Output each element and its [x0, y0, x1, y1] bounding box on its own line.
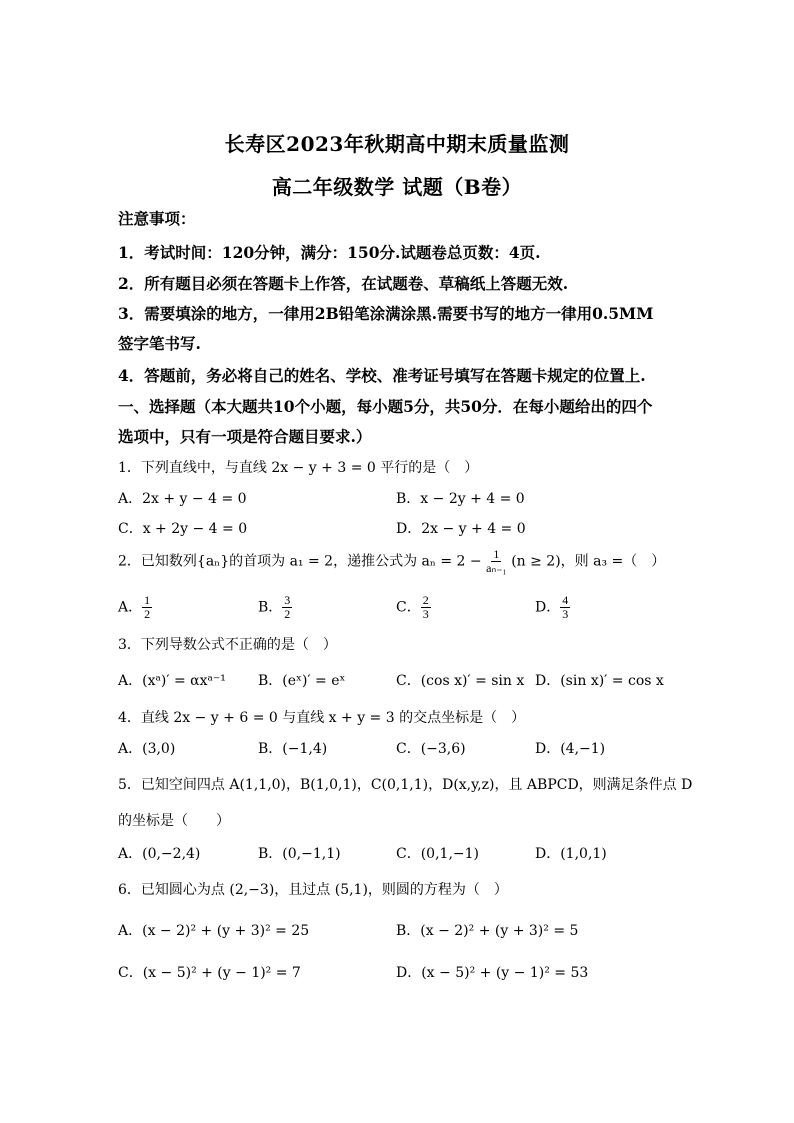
q2-option-a-frac — [142, 594, 152, 621]
question-2-stem — [118, 548, 665, 575]
q4-option-a: A．(3,0) — [118, 741, 176, 757]
question-5-stem: 5．已知空间四点 A(1,1,0)，B(1,0,1)，C(0,1,1)，D(x,y,z)，且 ABPCD，则满足条件点 D — [118, 777, 693, 793]
q2-frac-num: 1 — [493, 547, 500, 561]
q6-option-d: D．(x − 5)² + (y − 1)² = 53 — [396, 965, 589, 981]
q2-option-a-label: A． — [118, 599, 143, 616]
question-4-stem: 4．直线 2x − y + 6 = 0 与直线 x + y = 3 的交点坐标是（ ） — [118, 710, 526, 726]
q2-stem-part2: (n ≥ 2)，则 a₃ =（ ） — [511, 553, 666, 570]
q1-option-d: D．2x − y + 4 = 0 — [396, 521, 526, 537]
q2-option-d-label: D． — [535, 599, 561, 616]
q2-fraction — [486, 548, 507, 575]
page-subtitle: 高二年级数学 试题（B卷） — [271, 175, 523, 199]
question-5-stem-cont: 的坐标是（ ） — [118, 813, 230, 829]
q6-option-a: A．(x − 2)² + (y + 3)² = 25 — [118, 923, 310, 939]
frac-den: 3 — [422, 607, 429, 621]
q5-option-d: D．(1,0,1) — [535, 846, 607, 862]
section-heading: 一、选择题（本大题共10个小题，每小题5分，共50分．在每小题给出的四个 — [118, 397, 653, 416]
notes-heading: 注意事项： — [118, 209, 196, 228]
q3-option-c: C．(cos x)′ = sin x — [396, 673, 525, 689]
q6-option-b: B．(x − 2)² + (y + 3)² = 5 — [396, 923, 579, 939]
page-title: 长寿区2023年秋期高中期末质量监测 — [224, 132, 570, 156]
q2-option-c — [396, 594, 431, 621]
q1-option-c: C．x + 2y − 4 = 0 — [118, 521, 248, 537]
q4-option-c: C．(−3,6) — [396, 741, 466, 757]
q2-stem-part1: 2．已知数列{aₙ}的首项为 a₁ = 2，递推公式为 aₙ = 2 − — [118, 553, 482, 570]
q5-option-a: A．(0,−2,4) — [118, 846, 201, 862]
q2-frac-den: aₙ₋₁ — [486, 561, 507, 575]
q2-option-a — [118, 594, 152, 621]
frac-den: 2 — [144, 607, 151, 621]
q6-option-c: C．(x − 5)² + (y − 1)² = 7 — [118, 965, 301, 981]
section-heading: 选项中，只有一项是符合题目要求.） — [118, 427, 372, 446]
note-line: 2．所有题目必须在答题卡上作答，在试题卷、草稿纸上答题无效. — [118, 274, 569, 293]
note-line: 4．答题前，务必将自己的姓名、学校、准考证号填写在答题卡规定的位置上. — [118, 366, 646, 385]
q4-option-d: D．(4,−1) — [535, 741, 606, 757]
q3-option-a: A．(xᵃ)′ = αxᵃ⁻¹ — [118, 673, 226, 689]
q3-option-b: B．(eˣ)′ = eˣ — [258, 673, 346, 689]
frac-num: 4 — [562, 593, 569, 607]
q5-option-c: C．(0,1,−1) — [396, 846, 479, 862]
q2-option-b-label: B． — [258, 599, 283, 616]
frac-den: 2 — [284, 607, 291, 621]
q5-option-b: B．(0,−1,1) — [258, 846, 341, 862]
note-line: 1．考试时间：120分钟，满分：150分.试题卷总页数：4页. — [118, 243, 541, 262]
q4-option-b: B．(−1,4) — [258, 741, 328, 757]
q2-option-c-frac — [421, 594, 431, 621]
q1-option-b: B．x − 2y + 4 = 0 — [396, 491, 525, 507]
frac-den: 3 — [562, 607, 569, 621]
note-line: 签字笔书写. — [118, 334, 201, 353]
question-3-stem: 3．下列导数公式不正确的是（ ） — [118, 637, 337, 653]
question-1-stem: 1．下列直线中，与直线 2x − y + 3 = 0 平行的是（ ） — [118, 460, 479, 476]
q3-option-d: D．(sin x)′ = cos x — [535, 673, 664, 689]
q2-option-b-frac — [282, 594, 292, 621]
q2-option-d — [535, 594, 570, 621]
frac-num: 1 — [144, 593, 151, 607]
frac-num: 3 — [284, 593, 291, 607]
note-line: 3．需要填涂的地方，一律用2B铅笔涂满涂黑.需要书写的地方一律用0.5MM — [118, 304, 654, 323]
q2-option-d-frac — [560, 594, 570, 621]
q2-option-c-label: C． — [396, 599, 421, 616]
q2-option-b — [258, 594, 292, 621]
question-6-stem: 6．已知圆心为点 (2,−3)，且过点 (5,1)，则圆的方程为（ ） — [118, 882, 508, 898]
frac-num: 2 — [422, 593, 429, 607]
q1-option-a: A．2x + y − 4 = 0 — [118, 491, 247, 507]
